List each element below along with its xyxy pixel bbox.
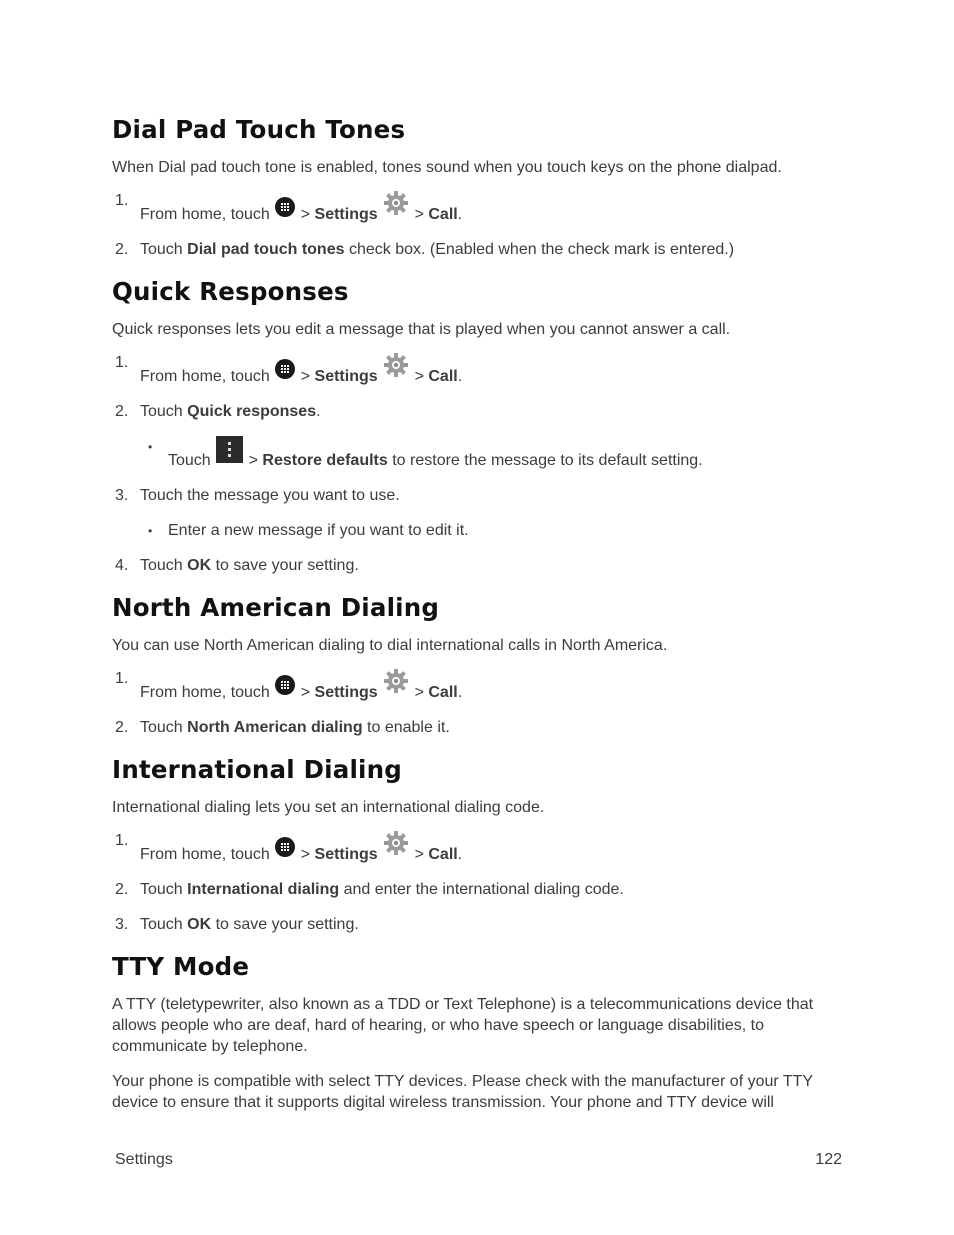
bullet-item: • Touch > Restore defaults to restore the message to its default setting. <box>140 436 844 472</box>
step-number: 4. <box>115 557 129 574</box>
page-content <box>112 112 844 1113</box>
step-item: 2. Touch North American dialing to enable it. <box>112 717 844 739</box>
section-intro: Quick responses lets you edit a message that is played when you cannot answer a call. <box>112 321 731 338</box>
gear-icon <box>383 668 409 694</box>
step-item: 3. Touch OK to save your setting. <box>112 914 844 936</box>
section-dial-pad-touch-tones <box>112 112 844 261</box>
step-item: 2. Touch Dial pad touch tones check box. (Enabled when the check mark is entered.) <box>112 239 844 261</box>
section-intro: International dialing lets you set an international dialing code. <box>112 799 545 816</box>
gear-icon <box>383 830 409 856</box>
section-intro: When Dial pad touch tone is enabled, tones sound when you touch keys on the phone dialpad. <box>112 159 782 176</box>
sub-bullets <box>140 436 844 472</box>
section-paragraph: Your phone is compatible with select TTY devices. Please check with the manufacturer of your TTY device to ensure that it supports digital wireless transmission. Your phone and TTY device will <box>112 1073 813 1111</box>
section-tty-mode <box>112 949 844 1113</box>
sub-bullets <box>140 520 844 542</box>
page-number: 122 <box>815 1151 842 1168</box>
menu-icon <box>216 436 243 463</box>
section-paragraph: A TTY (teletypewriter, also known as a TDD or Text Telephone) is a telecommunications device that allows people who are deaf, hard of hearing, or who have speech or language disabilities, to communicate by telephone. <box>112 996 814 1055</box>
step-number: 1. <box>115 832 129 849</box>
step-number: 3. <box>115 916 129 933</box>
apps-icon <box>275 359 295 379</box>
gear-icon <box>383 190 409 216</box>
step-number: 1. <box>115 670 129 687</box>
footer-section-name: Settings <box>115 1151 173 1168</box>
section-international-dialing <box>112 752 844 936</box>
section-heading: International Dialing <box>112 755 403 784</box>
step-item: 1. From home, touch > Settings > Call. <box>115 670 463 701</box>
apps-icon <box>275 675 295 695</box>
step-number: 2. <box>115 241 129 258</box>
steps-list <box>112 668 844 739</box>
steps-list <box>112 352 844 577</box>
apps-icon <box>275 197 295 217</box>
step-number: 2. <box>115 403 129 420</box>
section-heading: North American Dialing <box>112 593 440 622</box>
steps-list <box>112 190 844 261</box>
bullet-item: • Enter a new message if you want to edit it. <box>140 520 844 542</box>
steps-list <box>112 830 844 936</box>
step-number: 1. <box>115 192 129 209</box>
step-item: 2. Touch International dialing and enter the international dialing code. <box>112 879 844 901</box>
step-item: 2. Touch Quick responses. • Touch > Restore defaults to restore the message to its default setting. <box>112 401 844 472</box>
step-number: 1. <box>115 354 129 371</box>
step-number: 2. <box>115 719 129 736</box>
section-quick-responses <box>112 274 844 577</box>
step-item: 4. Touch OK to save your setting. <box>112 555 844 577</box>
section-north-american-dialing <box>112 590 844 739</box>
gear-icon <box>383 352 409 378</box>
step-item: 1. From home, touch > Settings > Call. <box>115 832 463 863</box>
section-heading: Quick Responses <box>112 277 349 306</box>
step-item: 1. From home, touch > Settings > Call. <box>115 192 463 223</box>
section-heading: Dial Pad Touch Tones <box>112 115 406 144</box>
section-heading: TTY Mode <box>112 952 250 981</box>
step-item: 3. Touch the message you want to use. • Enter a new message if you want to edit it. <box>112 485 844 542</box>
step-item: 1. From home, touch > Settings > Call. <box>115 354 463 385</box>
page-footer <box>115 1150 842 1170</box>
apps-icon <box>275 837 295 857</box>
step-number: 3. <box>115 487 129 504</box>
section-intro: You can use North American dialing to dial international calls in North America. <box>112 637 668 654</box>
step-number: 2. <box>115 881 129 898</box>
